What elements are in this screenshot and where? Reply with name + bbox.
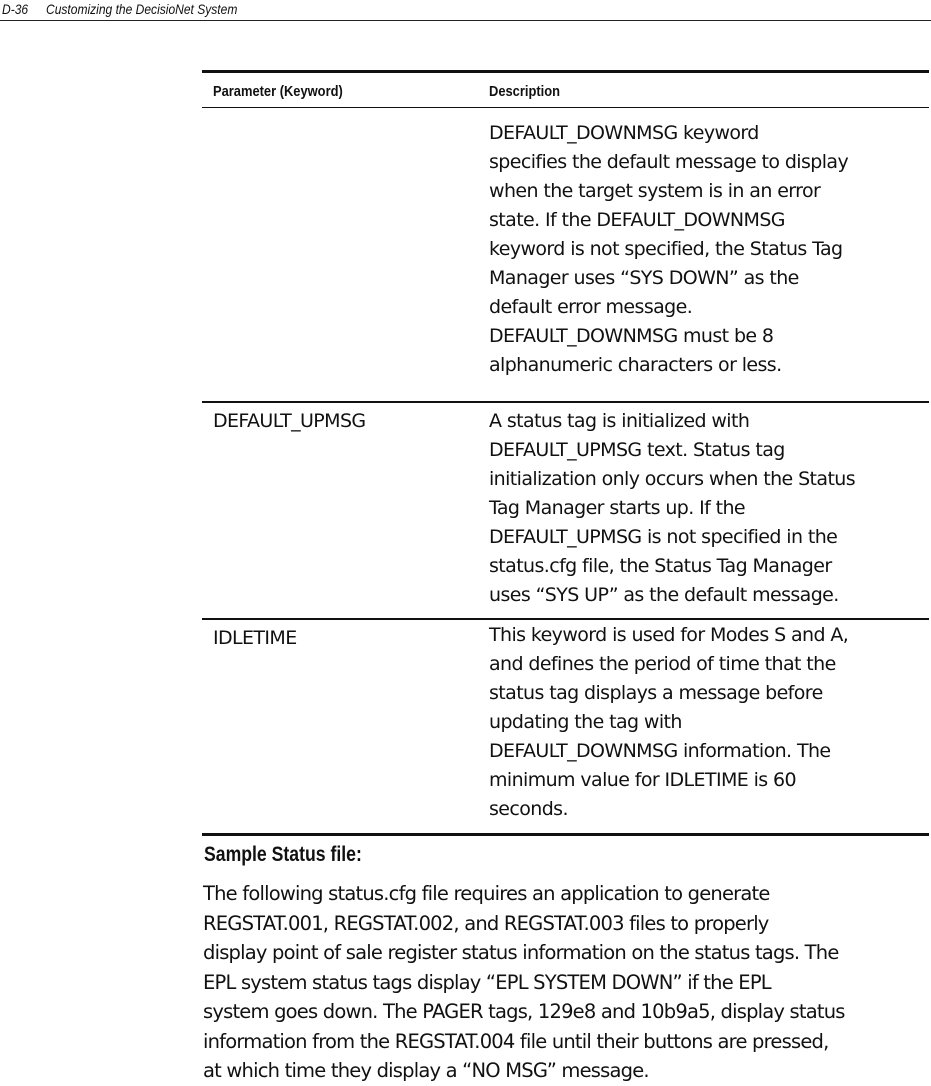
table-row bbox=[202, 108, 929, 401]
section-heading: Sample Status file: bbox=[204, 843, 362, 866]
description-cell bbox=[489, 621, 848, 824]
description-line: DEFAULT_DOWNMSG information. The bbox=[489, 740, 831, 762]
page-number: D-36 bbox=[2, 1, 29, 17]
parameter-cell: DEFAULT_UPMSG bbox=[213, 410, 366, 432]
description-line: and defines the period of time that the bbox=[489, 653, 836, 675]
description-line: uses “SYS UP” as the default message. bbox=[489, 584, 839, 606]
paragraph-line: EPL system status tags display “EPL SYSTEM DOWN” if the EPL bbox=[203, 970, 771, 994]
paragraph-line: at which time they display a “NO MSG” message. bbox=[203, 1059, 649, 1082]
table-header-row bbox=[202, 70, 929, 108]
description-cell bbox=[489, 119, 848, 380]
paragraph-line: The following status.cfg file requires an application to generate bbox=[203, 882, 770, 905]
description-line: DEFAULT_DOWNMSG must be 8 bbox=[489, 325, 774, 347]
column-header-parameter: Parameter (Keyword) bbox=[213, 83, 343, 100]
description-cell bbox=[489, 407, 855, 610]
page-header bbox=[0, 0, 931, 21]
paragraph-line: information from the REGSTAT.004 file until their buttons are pressed, bbox=[203, 1029, 829, 1053]
description-line: seconds. bbox=[489, 798, 568, 820]
description-line: state. If the DEFAULT_DOWNMSG bbox=[489, 209, 785, 231]
paragraph-line: REGSTAT.001, REGSTAT.002, and REGSTAT.003 files to properly bbox=[203, 911, 769, 935]
description-line: keyword is not specified, the Status Tag bbox=[489, 238, 843, 260]
description-line: This keyword is used for Modes S and A, bbox=[489, 624, 849, 646]
table-row bbox=[202, 403, 929, 618]
description-line: specifies the default message to display bbox=[489, 151, 849, 173]
description-line: minimum value for IDLETIME is 60 bbox=[489, 769, 796, 791]
table-row bbox=[202, 620, 929, 833]
header-title: Customizing the DecisioNet System bbox=[46, 1, 238, 17]
description-line: initialization only occurs when the Status bbox=[489, 468, 856, 490]
description-line: DEFAULT_UPMSG is not specified in the bbox=[489, 526, 838, 548]
table-bottom-rule bbox=[202, 833, 929, 836]
description-line: status tag displays a message before bbox=[489, 682, 823, 704]
description-line: alphanumeric characters or less. bbox=[489, 354, 782, 376]
paragraph-line: system goes down. The PAGER tags, 129e8 and 10b9a5, display status bbox=[203, 1000, 845, 1023]
parameter-cell: IDLETIME bbox=[213, 627, 297, 649]
description-line: Tag Manager starts up. If the bbox=[489, 497, 746, 519]
body-paragraph bbox=[203, 879, 845, 1086]
description-line: status.cfg file, the Status Tag Manager bbox=[489, 555, 832, 577]
column-header-description: Description bbox=[489, 83, 560, 100]
description-line: A status tag is initialized with bbox=[489, 410, 750, 432]
description-line: when the target system is in an error bbox=[489, 180, 821, 202]
description-line: updating the tag with bbox=[489, 711, 682, 733]
description-line: Manager uses “SYS DOWN” as the bbox=[489, 267, 799, 289]
description-line: DEFAULT_UPMSG text. Status tag bbox=[489, 439, 785, 461]
paragraph-line: display point of sale register status information on the status tags. The bbox=[203, 941, 839, 964]
description-line: DEFAULT_DOWNMSG keyword bbox=[489, 122, 759, 144]
description-line: default error message. bbox=[489, 296, 693, 318]
parameter-table bbox=[202, 70, 929, 836]
